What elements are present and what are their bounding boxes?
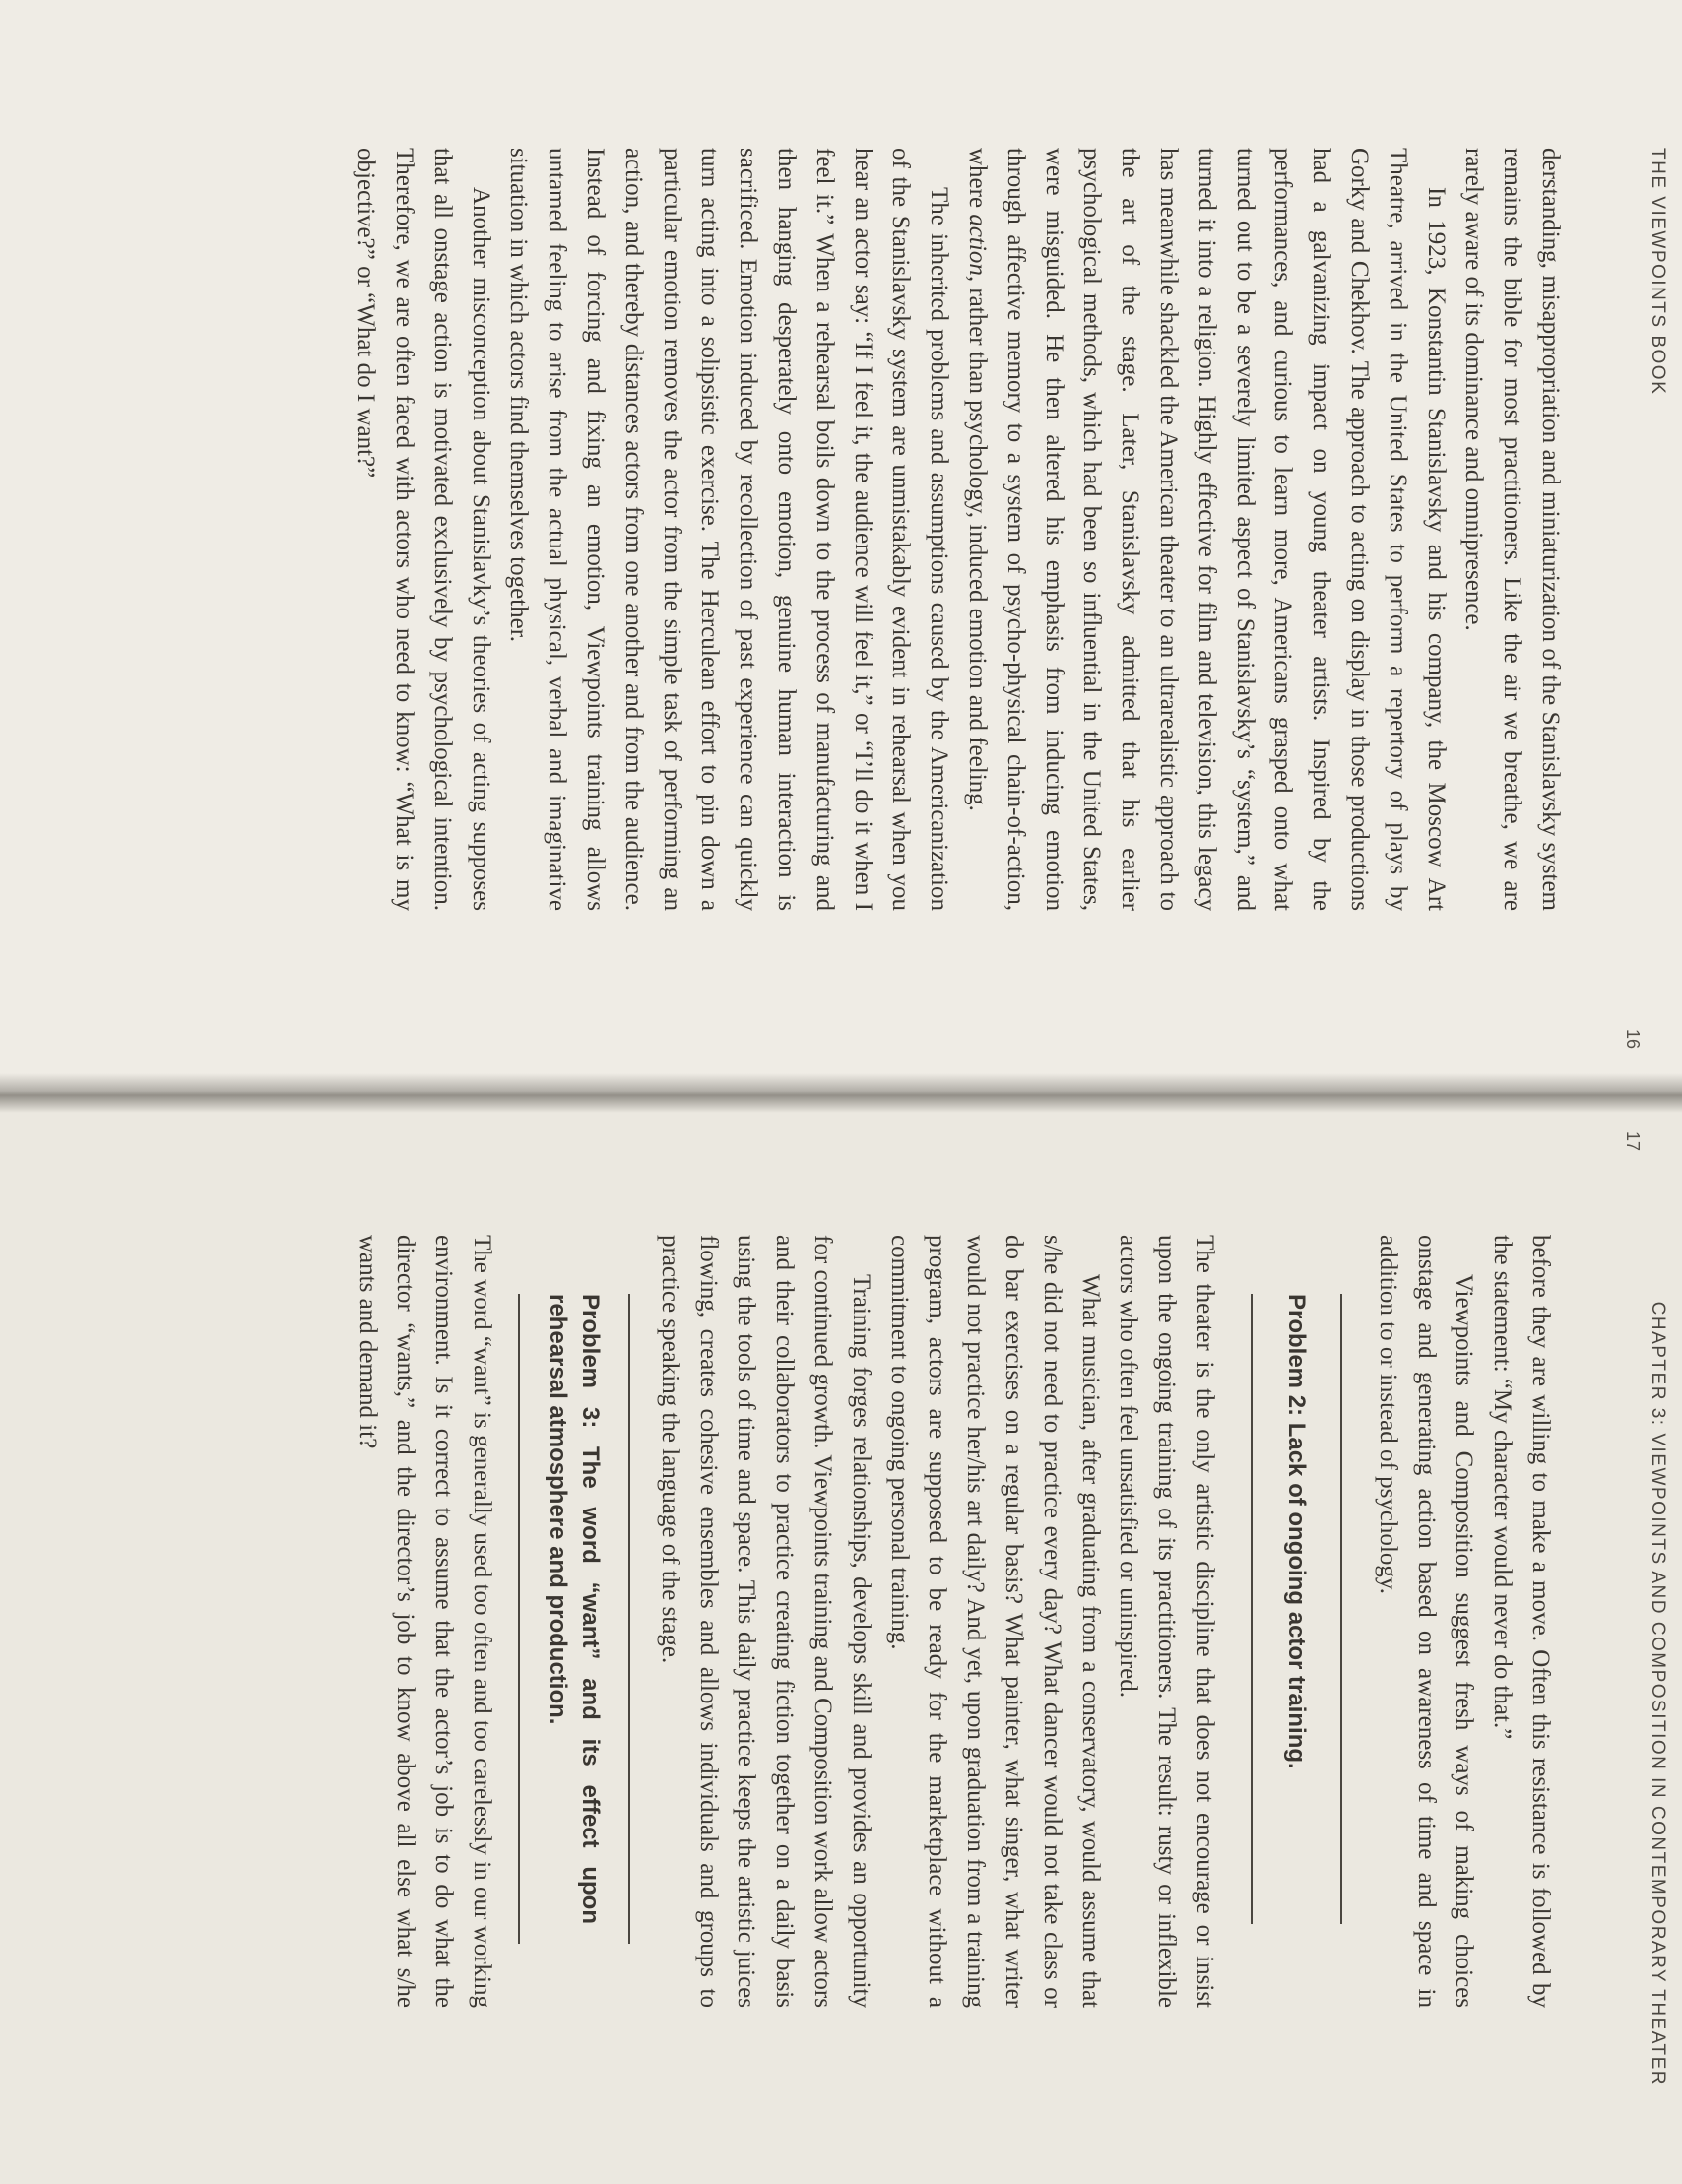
paragraph: Training forges relationships, develops skill and provides an opportunity for continued growth. Viewpoints training and Composition work allow actors and their collaborators to practice creating fiction together on a daily basis using the tools of time and space. This daily practice keeps the artistic juices flowing, creates cohesive ensembles and allows individuals and groups to practice speaking the language of the stage. <box>656 1235 874 2008</box>
emphasis-text: action, <box>964 214 992 283</box>
paragraph <box>957 148 1454 911</box>
paragraph: What musician, after graduating from a conservatory, would assume that s/he did not need to practice every day? What dancer would not take class or do bar exercises on a regular basis? What painter, what singer, what writer would not practice her/his art daily? And yet, upon graduation from a training program, actors are supposed to be ready for the marketplace without a commitment to ongoing personal training. <box>885 1235 1104 2008</box>
right-page-body <box>30 1235 1559 2008</box>
right-page-content <box>0 1092 1682 2184</box>
paragraph: derstanding, misappropriation and miniaturization of the Stanislavsky system remains the bible for most practitioners. Like the air we breathe, we are rarely aware of its dominance and omnipresence. <box>1460 148 1564 911</box>
problem-2-section-header <box>1251 1235 1342 2008</box>
running-head-left: THE VIEWPOINTS BOOK <box>1648 148 1668 396</box>
paragraph-text: In 1923, Konstantin Stanislavsky and his company, the Moscow Art Theatre, arrived in the United States to perform a repertory of plays by Gorky and Chekhov. The approach to acting on display in those productions had a galvanizing impact on young theater artists. Inspired by the performances, and curious to learn more, Americans grasped onto what turned out to be a severely limited aspect of Stanislavsky’s “system,” and turned it into a religion. Highly effective for film and television, this legacy has meanwhile shackled the American theater to an ultrarealistic approach to the art of the stage. Later, Stanislavsky admitted that his earlier psychological methods, which had been so influential in the United States, were misguided. He then altered his emphasis from inducing emotion through affective memory to a system of psycho-physical chain-of-action, where <box>964 148 1450 911</box>
left-page-body <box>30 148 1569 911</box>
paragraph: Viewpoints and Composition suggest fresh ways of making choices onstage and generating action based on awareness of time and space in addition to or instead of psychology. <box>1374 1235 1478 2008</box>
section-rule-top <box>628 1294 630 1944</box>
right-page <box>0 1092 1682 2184</box>
page-number-right: 17 <box>1623 1131 1643 1152</box>
problem-2-heading: Problem 2: Lack of ongoing actor training. <box>1283 1294 1311 1769</box>
section-rule-top <box>1340 1294 1342 1924</box>
section-rule-bottom <box>518 1294 520 1944</box>
problem-3-heading: Problem 3: The word “want” and its effect upon rehearsal atmosphere and production. <box>545 1294 605 1924</box>
paragraph: The inherited problems and assumptions caused by the Americanization of the Stanislavsky system are unmistakably evident in rehearsal when you hear an actor say: “If I feel it, the audience will feel it,” or “I’ll do it when I feel it.” When a rehearsal boils down to the process of manufacturing and then hanging desperately onto emotion, genuine human interaction is sacrificed. Emotion induced by recollection of past experience can quickly turn acting into a solipsistic exercise. The Herculean effort to pin down a particular emotion removes the actor from the simple task of performing an action, and thereby distances actors from one another and from the audience. Instead of forcing and fixing an emotion, Viewpoints training allows untamed feeling to arise from the actual physical, verbal and imaginative situation in which actors find themselves together. <box>505 148 953 911</box>
problem-3-section-header <box>518 1235 630 2008</box>
book-gutter-shadow <box>0 1073 1682 1113</box>
paragraph: Another misconception about Stanislavky’s theories of acting supposes that all onstage action is motivated exclusively by psychological intention. Therefore, we are often faced with actors who need to know: “What is my objective?” or “What do I want?” <box>353 148 494 911</box>
paragraph-text: rather than psychology, induced emotion and feeling. <box>964 288 992 811</box>
section-rule-bottom <box>1251 1294 1253 1924</box>
paragraph: before they are willing to make a move. Often this resistance is followed by the statement: “My character would never do that.” <box>1489 1235 1554 2008</box>
paragraph: The word “want” is generally used too often and too carelessly in our working environment. Is it correct to assume that the actor’s job is to do what the director “wants,” and the director’s job to know above all else what s/he wants and demand it? <box>354 1235 496 2008</box>
page-number-left: 16 <box>1623 1029 1643 1050</box>
paragraph: The theater is the only artistic discipline that does not encourage or insist upon the ongoing training of its practitioners. The result: rusty or inflexible actors who often feel unsatisfied or uninspired. <box>1115 1235 1219 2008</box>
running-head-right: CHAPTER 3: VIEWPOINTS AND COMPOSITION IN CONTEMPORARY THEATER <box>1648 1301 1668 2086</box>
